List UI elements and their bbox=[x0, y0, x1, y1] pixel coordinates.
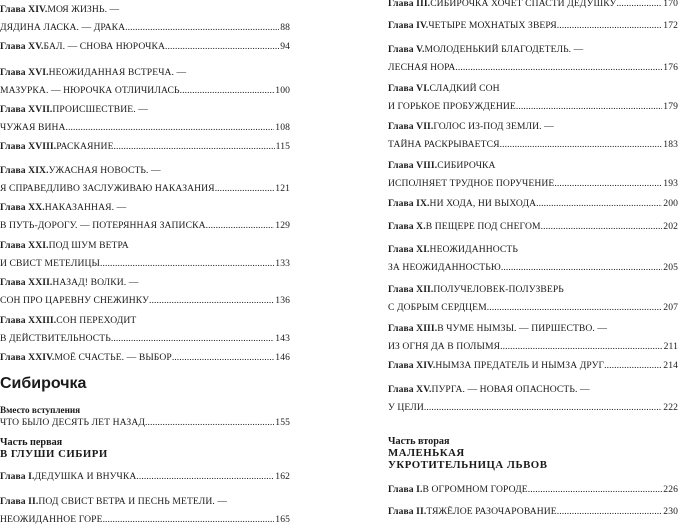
toc-entry bbox=[388, 118, 678, 154]
chapter-label: Глава XIII. bbox=[388, 323, 438, 334]
chapter-title: СИБИРОЧКА bbox=[437, 160, 496, 171]
toc-entry bbox=[388, 17, 678, 35]
dot-leader bbox=[616, 0, 662, 13]
page-number: 170 bbox=[663, 0, 678, 9]
chapter-title: ПРОИСШЕСТВИЕ. — bbox=[52, 104, 148, 115]
toc-entry-line bbox=[388, 320, 678, 338]
dot-leader bbox=[145, 414, 274, 432]
chapter-title-cont: Я СПРАВЕДЛИВО ЗАСЛУЖИВАЮ НАКАЗАНИЯ bbox=[0, 183, 215, 194]
dot-leader bbox=[136, 468, 274, 486]
dot-leader bbox=[125, 19, 279, 37]
page-number: 230 bbox=[663, 506, 678, 517]
chapter-label: Глава X. bbox=[388, 221, 426, 232]
chapter-title-cont: ЗА НЕОЖИДАННОСТЬЮ bbox=[388, 262, 501, 273]
chapter-title: ПУРГА. — НОВАЯ ОПАСНОСТЬ. — bbox=[431, 384, 590, 395]
page-number: 179 bbox=[663, 101, 678, 112]
chapter-title: БАЛ. — СНОВА НЮРОЧКА bbox=[43, 41, 165, 52]
dot-leader bbox=[487, 299, 663, 317]
toc-entry-line bbox=[388, 195, 678, 213]
chapter-title: В ОГРОМНОМ ГОРОДЕ bbox=[422, 484, 528, 495]
chapter-label: Глава XII. bbox=[388, 284, 434, 295]
chapter-label: Глава XIX. bbox=[0, 165, 49, 176]
chapter-title: В ПЕЩЕРЕ ПОД СНЕГОМ bbox=[425, 221, 541, 232]
toc-entry bbox=[388, 80, 678, 116]
chapter-label: Глава XVII. bbox=[0, 104, 53, 115]
dot-leader bbox=[554, 175, 662, 193]
toc-entry-line bbox=[388, 0, 678, 13]
toc-entry bbox=[0, 468, 290, 486]
dot-leader bbox=[100, 255, 274, 273]
toc-entry-line bbox=[388, 136, 678, 154]
chapter-title: ПОЛУЧЕЛОВЕК-ПОЛУЗВЕРЬ bbox=[433, 284, 564, 295]
page-number: 183 bbox=[663, 139, 678, 150]
toc-entry bbox=[388, 241, 678, 277]
chapter-label: Глава XVIII. bbox=[0, 141, 57, 152]
chapter-title: УЖАСНАЯ НОВОСТЬ. — bbox=[48, 165, 161, 176]
page-number: 129 bbox=[275, 220, 290, 231]
toc-entry-line bbox=[0, 255, 290, 273]
toc-entry bbox=[388, 281, 678, 317]
dot-leader bbox=[536, 195, 662, 213]
intro-text: ЧТО БЫЛО ДЕСЯТЬ ЛЕТ НАЗАД bbox=[0, 417, 145, 428]
chapter-title-cont: С ДОБРЫМ СЕРДЦЕМ bbox=[388, 302, 487, 313]
dot-leader bbox=[501, 259, 662, 277]
chapter-label: Глава VI. bbox=[388, 83, 430, 94]
toc-entry-line bbox=[388, 118, 678, 136]
page-number: 162 bbox=[275, 471, 290, 482]
chapter-label: Глава I. bbox=[0, 471, 35, 482]
chapter-title: МОЛОДЕНЬКИЙ БЛАГОДЕТЕЛЬ. — bbox=[424, 44, 584, 55]
chapter-title: ДЕДУШКА И ВНУЧКА bbox=[34, 471, 137, 482]
toc-entry-line bbox=[0, 349, 290, 367]
page-number: 155 bbox=[275, 417, 290, 428]
toc-entry-line bbox=[388, 80, 678, 98]
chapter-title-cont: ЛЕСНАЯ НОРА bbox=[388, 62, 456, 73]
page-number: 146 bbox=[275, 352, 290, 363]
part-subtitle bbox=[0, 449, 108, 460]
page-number: 193 bbox=[663, 178, 678, 189]
dot-leader bbox=[172, 349, 274, 367]
toc-entry-line bbox=[388, 98, 678, 116]
part-subtitle bbox=[388, 448, 465, 459]
chapter-title: НЕОЖИДАННОСТЬ bbox=[429, 244, 518, 255]
toc-entry-line bbox=[0, 237, 290, 255]
toc-entry-line bbox=[388, 299, 678, 317]
page-number: 205 bbox=[663, 262, 678, 273]
chapter-title-cont: ТАЙНА РАСКРЫВАЕТСЯ bbox=[388, 139, 500, 150]
chapter-title: ЧЕТЫРЕ МОХНАТЫХ ЗВЕРЯ bbox=[428, 20, 557, 31]
chapter-title-cont: ИСПОЛНЯЕТ ТРУДНОЕ ПОРУЧЕНИЕ bbox=[388, 178, 555, 189]
chapter-title: МОЯ ЖИЗНЬ. — bbox=[47, 4, 120, 15]
toc-entry-line bbox=[0, 312, 290, 330]
chapter-title-cont: МАЗУРКА. — НЮРОЧКА ОТЛИЧИЛАСЬ bbox=[0, 85, 180, 96]
toc-entry-line bbox=[388, 281, 678, 299]
toc-entry-line bbox=[0, 199, 290, 217]
dot-leader bbox=[500, 338, 663, 356]
toc-entry bbox=[0, 101, 290, 137]
dot-leader bbox=[111, 330, 274, 348]
chapter-label: Глава II. bbox=[388, 506, 427, 517]
toc-entry-line bbox=[388, 218, 678, 236]
toc-entry-line bbox=[0, 19, 290, 37]
dot-leader bbox=[165, 38, 279, 56]
toc-entry-line bbox=[0, 468, 290, 486]
dot-leader bbox=[516, 98, 662, 116]
chapter-label: Глава XXIV. bbox=[0, 352, 55, 363]
page-number: 200 bbox=[663, 198, 678, 209]
toc-entry-line bbox=[388, 357, 678, 375]
page-number: 108 bbox=[275, 122, 290, 133]
page-number: 143 bbox=[275, 333, 290, 344]
toc-entry-line bbox=[0, 180, 290, 198]
toc-entry-line bbox=[0, 330, 290, 348]
dot-leader bbox=[500, 136, 663, 154]
dot-leader bbox=[424, 399, 662, 417]
dot-leader bbox=[215, 180, 275, 198]
page-number: 88 bbox=[280, 22, 290, 33]
toc-entry-line bbox=[388, 157, 678, 175]
toc-entry-line bbox=[0, 274, 290, 292]
toc-entry bbox=[0, 38, 290, 56]
toc-entry bbox=[388, 381, 678, 417]
toc-entry-line bbox=[388, 481, 678, 499]
dot-leader bbox=[604, 357, 662, 375]
toc-entry bbox=[0, 138, 290, 156]
page-number: 172 bbox=[663, 20, 678, 31]
chapter-label: Глава XIV. bbox=[0, 4, 48, 15]
chapter-label: Глава XVI. bbox=[0, 67, 49, 78]
chapter-label: Глава XXIII. bbox=[0, 315, 57, 326]
chapter-title-cont: И СВИСТ МЕТЕЛИЦЫ bbox=[0, 258, 101, 269]
toc-entry bbox=[0, 237, 290, 273]
page-number: 202 bbox=[663, 221, 678, 232]
part-title: Часть вторая bbox=[388, 436, 450, 447]
toc-entry-line bbox=[388, 17, 678, 35]
dot-leader bbox=[180, 82, 275, 100]
chapter-title: НЫМЗА ПРЕДАТЕЛЬ И НЫМЗА ДРУГ bbox=[435, 360, 605, 371]
toc-entry bbox=[388, 481, 678, 499]
dot-leader bbox=[528, 481, 663, 499]
chapter-title-cont: ЧУЖАЯ ВИНА bbox=[0, 122, 66, 133]
toc-entry-line bbox=[388, 241, 678, 259]
toc-entry bbox=[0, 493, 290, 529]
dot-leader bbox=[541, 218, 663, 236]
part-subtitle-text: УКРОТИТЕЛЬНИЦА ЛЬВОВ bbox=[388, 459, 548, 471]
toc-entry bbox=[0, 274, 290, 310]
dot-leader bbox=[103, 511, 275, 529]
chapter-label: Глава XXI. bbox=[0, 240, 49, 251]
part-subtitle-text: В ГЛУШИ СИБИРИ bbox=[0, 448, 108, 460]
toc-entry-line bbox=[0, 138, 290, 156]
chapter-title-cont: И ГОРЬКОЕ ПРОБУЖДЕНИЕ bbox=[388, 101, 516, 112]
chapter-title: СЛАДКИЙ СОН bbox=[429, 83, 500, 94]
toc-entry bbox=[388, 357, 678, 375]
toc-entry-line bbox=[388, 41, 678, 59]
toc-entry bbox=[388, 157, 678, 193]
page-number: 94 bbox=[280, 41, 290, 52]
dot-leader bbox=[114, 138, 275, 156]
dot-leader bbox=[557, 503, 663, 521]
chapter-title: НИ ХОДА, НИ ВЫХОДА bbox=[429, 198, 537, 209]
toc-entry-line bbox=[388, 259, 678, 277]
chapter-label: Глава VIII. bbox=[388, 160, 438, 171]
part-title: Часть первая bbox=[0, 437, 63, 448]
chapter-title: МОЁ СЧАСТЬЕ. — ВЫБОР bbox=[54, 352, 172, 363]
toc-entry-line bbox=[388, 338, 678, 356]
toc-entry bbox=[388, 320, 678, 356]
toc-entry bbox=[388, 218, 678, 236]
chapter-label: Глава II. bbox=[0, 496, 39, 507]
toc-entry-line bbox=[0, 217, 290, 235]
toc-entry bbox=[0, 349, 290, 367]
chapter-label: Глава XXII. bbox=[0, 277, 53, 288]
toc-entry bbox=[0, 312, 290, 348]
page-number: 226 bbox=[663, 484, 678, 495]
toc-entry-line bbox=[0, 38, 290, 56]
toc-entry bbox=[388, 503, 678, 521]
page-number: 214 bbox=[663, 360, 678, 371]
chapter-title: РАСКАЯНИЕ bbox=[56, 141, 114, 152]
chapter-title: НЕОЖИДАННАЯ ВСТРЕЧА. — bbox=[48, 67, 187, 78]
part-subtitle bbox=[388, 460, 547, 471]
chapter-title: СИБИРОЧКА ХОЧЕТ СПАСТИ ДЕДУШКУ bbox=[430, 0, 617, 9]
page-number: 136 bbox=[275, 295, 290, 306]
chapter-label: Глава XX. bbox=[0, 202, 45, 213]
chapter-title: НАКАЗАННАЯ. — bbox=[44, 202, 127, 213]
chapter-title-cont: СОН ПРО ЦАРЕВНУ СНЕЖИНКУ bbox=[0, 295, 149, 306]
page-number: 100 bbox=[275, 85, 290, 96]
toc-entry-line bbox=[0, 82, 290, 100]
toc-entry-line bbox=[0, 414, 290, 432]
toc-entry-line bbox=[0, 119, 290, 137]
intro-label: Вместо вступления bbox=[0, 405, 81, 415]
chapter-title-cont: ИЗ ОГНЯ ДА В ПОЛЫМЯ bbox=[388, 341, 501, 352]
chapter-title-cont: В ДЕЙСТВИТЕЛЬНОСТЬ bbox=[0, 333, 111, 344]
toc-entry-line bbox=[388, 59, 678, 77]
chapter-label: Глава IV. bbox=[388, 20, 429, 31]
chapter-label: Глава IX. bbox=[388, 198, 430, 209]
toc-entry-line bbox=[0, 493, 290, 511]
page-number: 207 bbox=[663, 302, 678, 313]
toc-entry-line bbox=[0, 292, 290, 310]
chapter-title: ГОЛОС ИЗ-ПОД ЗЕМЛИ. — bbox=[433, 121, 554, 132]
chapter-title-cont: НЕОЖИДАННОЕ ГОРЕ bbox=[0, 514, 103, 525]
toc-entry-line bbox=[388, 381, 678, 399]
chapter-label: Глава XV. bbox=[388, 384, 432, 395]
dot-leader bbox=[66, 119, 275, 137]
chapter-title: НАЗАД! ВОЛКИ. — bbox=[52, 277, 139, 288]
toc-entry-line bbox=[0, 64, 290, 82]
toc-entry-line bbox=[388, 399, 678, 417]
chapter-title: В ЧУМЕ НЫМЗЫ. — ПИРШЕСТВО. — bbox=[437, 323, 608, 334]
toc-entry bbox=[388, 195, 678, 213]
page-number: 133 bbox=[275, 258, 290, 269]
page-number: 115 bbox=[275, 141, 290, 152]
toc-entry-line bbox=[0, 101, 290, 119]
toc-entry bbox=[0, 1, 290, 37]
dot-leader bbox=[149, 292, 274, 310]
dot-leader bbox=[206, 217, 275, 235]
chapter-label: Глава I. bbox=[388, 484, 423, 495]
dot-leader bbox=[455, 59, 662, 77]
intro-entry bbox=[0, 414, 290, 432]
part-subtitle-text: МАЛЕНЬКАЯ bbox=[388, 447, 465, 459]
toc-entry-line bbox=[0, 1, 290, 19]
chapter-title: ПОД СВИСТ ВЕТРА И ПЕСНЬ МЕТЕЛИ. — bbox=[38, 496, 228, 507]
toc-entry-line bbox=[0, 162, 290, 180]
chapter-title-cont: ДЯДИНА ЛАСКА. — ДРАКА bbox=[0, 22, 126, 33]
toc-entry-line bbox=[0, 511, 290, 529]
chapter-title: СОН ПЕРЕХОДИТ bbox=[56, 315, 137, 326]
toc-entry bbox=[0, 199, 290, 235]
page-number: 211 bbox=[663, 341, 678, 352]
toc-entry bbox=[0, 162, 290, 198]
chapter-label: Глава V. bbox=[388, 44, 425, 55]
chapter-label: Глава XI. bbox=[388, 244, 430, 255]
chapter-label: Глава III. bbox=[388, 0, 431, 9]
page-number: 165 bbox=[275, 514, 290, 525]
chapter-title: ПОД ШУМ ВЕТРА bbox=[48, 240, 129, 251]
toc-entry bbox=[388, 41, 678, 77]
chapter-title-cont: У ЦЕЛИ bbox=[388, 402, 424, 413]
chapter-label: Глава VII. bbox=[388, 121, 434, 132]
section-heading: Сибирочка bbox=[0, 375, 87, 392]
chapter-title-cont: В ПУТЬ-ДОРОГУ. — ПОТЕРЯННАЯ ЗАПИСКА bbox=[0, 220, 206, 231]
page-number: 121 bbox=[275, 183, 290, 194]
page-number: 176 bbox=[663, 62, 678, 73]
toc-entry-line bbox=[388, 503, 678, 521]
toc-entry bbox=[388, 0, 678, 13]
dot-leader bbox=[557, 17, 663, 35]
chapter-label: Глава XIV. bbox=[388, 360, 436, 371]
chapter-title: ТЯЖЁЛОЕ РАЗОЧАРОВАНИЕ bbox=[426, 506, 557, 517]
toc-entry bbox=[0, 64, 290, 100]
chapter-label: Глава XV. bbox=[0, 41, 44, 52]
page-number: 222 bbox=[663, 402, 678, 413]
toc-entry-line bbox=[388, 175, 678, 193]
